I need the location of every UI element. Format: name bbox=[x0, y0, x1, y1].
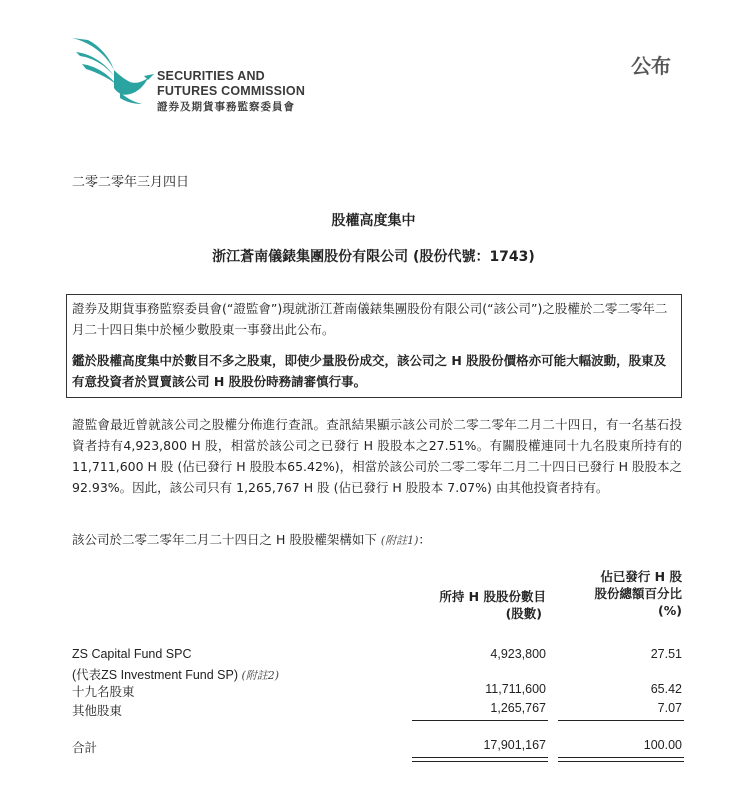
org-name-zh: 證券及期貨事務監察委員會 bbox=[157, 101, 295, 113]
row-label: ZS Capital Fund SPC bbox=[72, 647, 192, 661]
org-name-en-line2: FUTURES COMMISSION bbox=[157, 84, 306, 98]
subtotal-rule-percent bbox=[558, 720, 684, 721]
row-percent: 27.51 bbox=[650, 647, 682, 661]
total-percent: 100.00 bbox=[643, 738, 682, 752]
page-title: 股權高度集中 bbox=[331, 213, 416, 229]
announcement-date: 二零二零年三月四日 bbox=[72, 175, 190, 190]
notice-warning: 鑑於股權高度集中於數目不多之股東，即使少量股份成交，該公司之 H 股股份價格亦可能大幅波動，股東及有意投資者於買賣該公司 H 股股份時務請審慎行事。 bbox=[72, 353, 667, 389]
company-subtitle: 浙江蒼南儀錶集團股份有限公司 (股份代號：1743) bbox=[212, 249, 535, 265]
total-label: 合計 bbox=[72, 741, 98, 755]
note-1-ref: (附註1) bbox=[380, 534, 419, 547]
row-percent: 7.07 bbox=[657, 701, 682, 715]
total-rule-percent-2 bbox=[558, 761, 684, 762]
row-label-text: (代表ZS Investment Fund SP) bbox=[72, 668, 242, 682]
row-shares: 1,265,767 bbox=[490, 701, 546, 715]
subtotal-rule-shares bbox=[412, 720, 548, 721]
sfc-logo-icon bbox=[70, 36, 160, 106]
row-shares: 4,923,800 bbox=[490, 647, 546, 661]
row-label: 其他股東 bbox=[72, 704, 123, 718]
row-shares: 11,711,600 bbox=[485, 682, 546, 696]
col-shares-header-line1: 所持 H 股股份數目 bbox=[439, 589, 546, 604]
col-percent-header-line1: 佔已發行 H 股 bbox=[600, 569, 682, 584]
org-name-en bbox=[157, 69, 305, 99]
row-percent: 65.42 bbox=[650, 682, 682, 696]
org-name-en-line1: SECURITIES AND bbox=[157, 69, 265, 83]
col-percent-header-line3: (%) bbox=[658, 603, 682, 618]
structure-intro-text: 該公司於二零二零年二月二十四日之 H 股股權架構如下 bbox=[72, 532, 381, 547]
total-rule-shares-1 bbox=[412, 757, 548, 758]
total-rule-percent-1 bbox=[558, 757, 684, 758]
findings-paragraph: 證監會最近曾就該公司之股權分佈進行查訊。查訊結果顯示該公司於二零二零年二月二十四日，有一名基石投資者持有4,923,800 H 股，相當於該公司之已發行 H 股股本之27.51%。有關股權連同十九名股東所持有的11,711,600 H 股 (佔已發行 H 股股本65.42%)，相當於該公司於二零二零年二月二十四日已發行 H 股股本之 92.93%。因此，該公司只有 1,265,767 H 股 (佔已發行 H 股股本 7.07%) 由其他投資者持有。 bbox=[72, 417, 682, 495]
total-rule-shares-2 bbox=[412, 761, 548, 762]
note-2-ref: (附註2) bbox=[241, 669, 280, 682]
col-shares-header bbox=[400, 588, 546, 622]
notice-paragraph-1: 證券及期貨事務監察委員會(“證監會”)現就浙江蒼南儀錶集團股份有限公司(“該公司”)之股權於二零二零年二月二十四日集中於極少數股東一事發出此公布。 bbox=[72, 301, 668, 337]
col-percent-header bbox=[560, 568, 682, 619]
notice-box bbox=[66, 294, 682, 398]
structure-intro-end: ： bbox=[418, 532, 431, 547]
col-shares-header-line2: (股數) bbox=[505, 606, 542, 621]
row-label bbox=[72, 665, 279, 683]
structure-intro bbox=[72, 530, 431, 548]
total-shares: 17,901,167 bbox=[483, 738, 546, 752]
col-percent-header-line2: 股份總額百分比 bbox=[594, 586, 682, 601]
row-label: 十九名股東 bbox=[72, 685, 135, 699]
doc-type-label: 公布 bbox=[631, 54, 671, 78]
